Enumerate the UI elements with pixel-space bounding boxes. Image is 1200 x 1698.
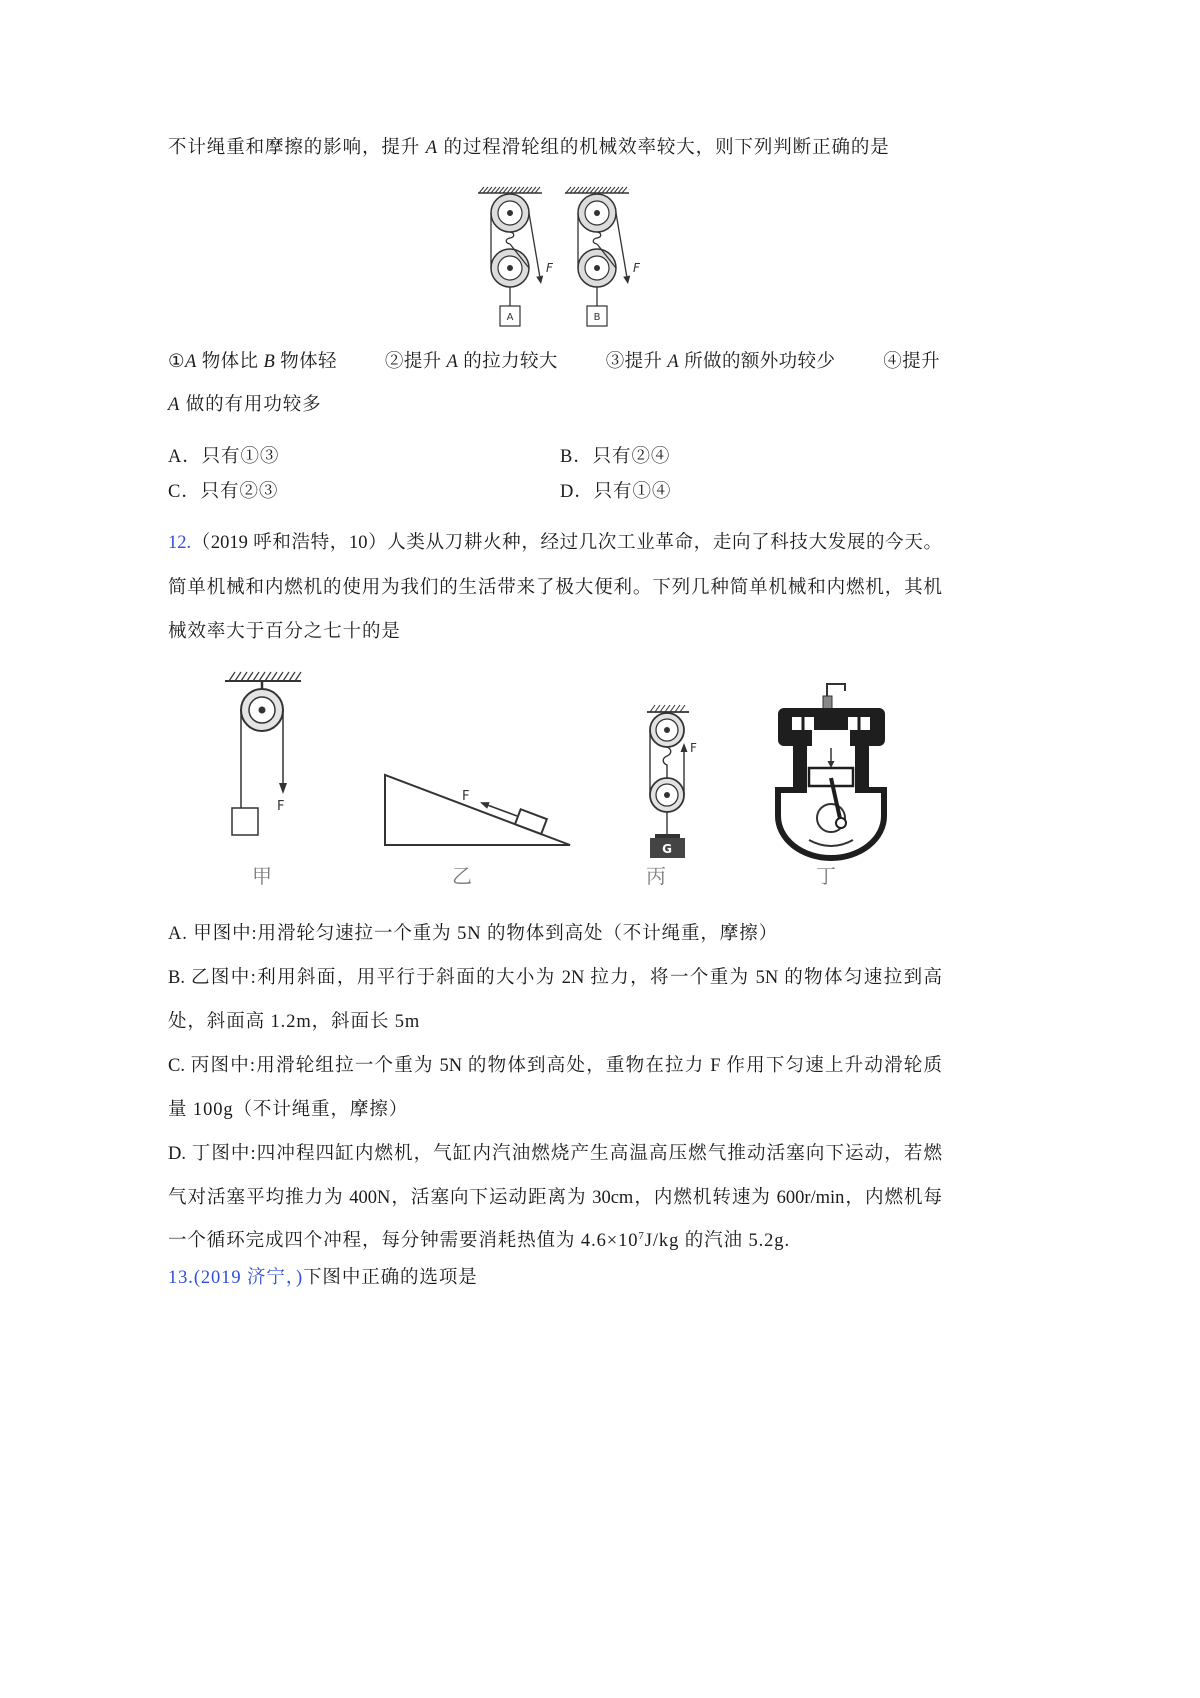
crank-pin bbox=[836, 818, 846, 828]
exponent: 7 bbox=[638, 1229, 645, 1242]
force-arrowhead bbox=[681, 743, 688, 752]
q12-option-b-line-2: 处，斜面高 1.2m，斜面长 5m bbox=[168, 1012, 421, 1032]
statement-1-var-b: B bbox=[263, 352, 276, 372]
figure-jia-fixed-pulley bbox=[215, 660, 315, 845]
q11-stem bbox=[168, 135, 890, 161]
s-hook bbox=[663, 747, 671, 778]
fixed-pulley-axle bbox=[664, 727, 670, 733]
caption-jia: 甲 bbox=[252, 864, 272, 888]
q12-option-b-line-1: B. 乙图中:利用斜面，用平行于斜面的大小为 2N 拉力，将一个重为 5N 的物体匀速拉到高 bbox=[168, 968, 942, 988]
movable-pulley-axle bbox=[594, 265, 600, 271]
q12-stem-line-3: 械效率大于百分之七十的是 bbox=[168, 622, 401, 642]
statement-2-pre: ②提升 bbox=[384, 352, 447, 372]
q12-option-c-line-1: C. 丙图中:用滑轮组拉一个重为 5N 的物体到高处，重物在拉力 F 作用下匀速上升动滑轮质 bbox=[168, 1056, 942, 1076]
q11-option-b: B．只有②④ bbox=[560, 447, 671, 467]
statement-2 bbox=[385, 349, 558, 375]
q12-stem-text-1: （2019 呼和浩特，10）人类从刀耕火种，经过几次工业革命，走向了科技大发展的今天。 bbox=[191, 533, 942, 553]
q13-stem bbox=[168, 1265, 478, 1291]
figure-bing-pulley-block bbox=[635, 700, 715, 865]
q11-statements-row bbox=[168, 349, 940, 375]
figure-ding-engine bbox=[765, 678, 890, 863]
force-label: F bbox=[277, 799, 285, 814]
q12-option-d-line-3 bbox=[168, 1228, 790, 1254]
force-arrowhead bbox=[623, 276, 630, 285]
q13-number: 13.(2019 济宁，) bbox=[168, 1268, 304, 1288]
block-label: A bbox=[506, 312, 514, 323]
q13-stem-text: 下图中正确的选项是 bbox=[303, 1268, 478, 1288]
force-label: F bbox=[690, 741, 697, 755]
q12-stem-line-1 bbox=[168, 530, 942, 556]
statement-1-var-a: A bbox=[185, 352, 197, 372]
cylinder-wall-left bbox=[793, 746, 807, 792]
ceiling-hatch bbox=[566, 187, 627, 193]
movable-pulley-axle bbox=[507, 265, 513, 271]
statement-1-num: ① bbox=[168, 352, 185, 372]
q11-pulley-figure bbox=[470, 180, 650, 332]
figure-yi-incline bbox=[380, 765, 580, 855]
q11-stem-pre: 不计绳重和摩擦的影响，提升 bbox=[168, 138, 426, 158]
statement-4-var: A bbox=[168, 395, 181, 415]
movable-pulley-axle bbox=[664, 792, 670, 798]
statement-4-start: ④提升 bbox=[883, 352, 940, 372]
q12-option-d-line-2: 气对活塞平均推力为 400N，活塞向下运动距离为 30cm，内燃机转速为 600r/min，内燃机每 bbox=[168, 1188, 942, 1208]
q12-option-d-line-3-pre: 一个循环完成四个冲程，每分钟需要消耗热值为 4.6×10 bbox=[168, 1231, 639, 1251]
weight-label: G bbox=[662, 842, 672, 856]
cylinder-wall-right bbox=[855, 746, 869, 792]
force-label: F bbox=[633, 261, 640, 275]
rotation-indicator bbox=[809, 840, 853, 846]
pulley-system-a bbox=[478, 187, 554, 326]
force-label: F bbox=[462, 789, 470, 804]
fixed-pulley-axle bbox=[507, 210, 513, 216]
ceiling-hatch bbox=[479, 187, 540, 193]
rope-pull bbox=[529, 213, 540, 276]
q11-stem-var: A bbox=[425, 138, 438, 158]
q11-option-a: A．只有①③ bbox=[168, 447, 280, 467]
caption-bing: 丙 bbox=[646, 864, 666, 888]
s-hook bbox=[593, 232, 601, 244]
block-label: B bbox=[593, 312, 601, 323]
combustion-chamber bbox=[812, 730, 850, 746]
q12-option-d-line-3-post: J/kg 的汽油 5.2g. bbox=[644, 1231, 790, 1251]
pulley-system-b bbox=[565, 187, 641, 326]
q11-option-d: D．只有①④ bbox=[560, 482, 672, 502]
q12-stem-line-2: 简单机械和内燃机的使用为我们的生活带来了极大便利。下列几种简单机械和内燃机，其机 bbox=[168, 578, 942, 598]
spark-plug-body bbox=[823, 696, 832, 709]
statement-2-var: A bbox=[446, 352, 459, 372]
caption-ding: 丁 bbox=[816, 864, 836, 888]
caption-yi: 乙 bbox=[452, 864, 472, 888]
statement-3-var: A bbox=[667, 352, 680, 372]
statement-1-text-a: 物体比 bbox=[196, 352, 264, 372]
statement-3 bbox=[606, 349, 836, 375]
q12-number: 12. bbox=[168, 533, 192, 553]
ceiling-hatch bbox=[229, 672, 301, 681]
load-block bbox=[232, 808, 258, 835]
ceiling-hatch bbox=[650, 705, 685, 712]
q12-option-a: A. 甲图中:用滑轮匀速拉一个重为 5N 的物体到高处（不计绳重，摩擦） bbox=[168, 924, 779, 944]
statement-3-pre: ③提升 bbox=[605, 352, 668, 372]
force-arrowhead bbox=[480, 802, 490, 809]
q12-option-d-line-1: D. 丁图中:四冲程四缸内燃机，气缸内汽油燃烧产生高温高压燃气推动活塞向下运动，若燃 bbox=[168, 1144, 942, 1164]
statement-4-post: 做的有用功较多 bbox=[180, 395, 322, 415]
statement-1-text-b: 物体轻 bbox=[275, 352, 337, 372]
fixed-pulley-axle bbox=[594, 210, 600, 216]
force-arrowhead bbox=[536, 276, 543, 285]
statement-2-post: 的拉力较大 bbox=[458, 352, 558, 372]
q12-option-c-line-2: 量 100g（不计绳重，摩擦） bbox=[168, 1100, 409, 1120]
statement-3-post: 所做的额外功较少 bbox=[679, 352, 836, 372]
rope-pull bbox=[616, 213, 627, 276]
statement-4-continued bbox=[168, 392, 322, 418]
q11-option-c: C．只有②③ bbox=[168, 482, 279, 502]
incline-triangle bbox=[385, 775, 570, 845]
force-arrowhead bbox=[279, 783, 287, 794]
force-arrow-line bbox=[488, 805, 517, 816]
weight-top-bar bbox=[655, 834, 680, 838]
statement-1 bbox=[168, 349, 337, 375]
q11-stem-post: 的过程滑轮组的机械效率较大，则下列判断正确的是 bbox=[437, 138, 890, 158]
s-hook bbox=[506, 232, 514, 244]
force-label: F bbox=[546, 261, 553, 275]
pulley-axle bbox=[259, 707, 266, 714]
